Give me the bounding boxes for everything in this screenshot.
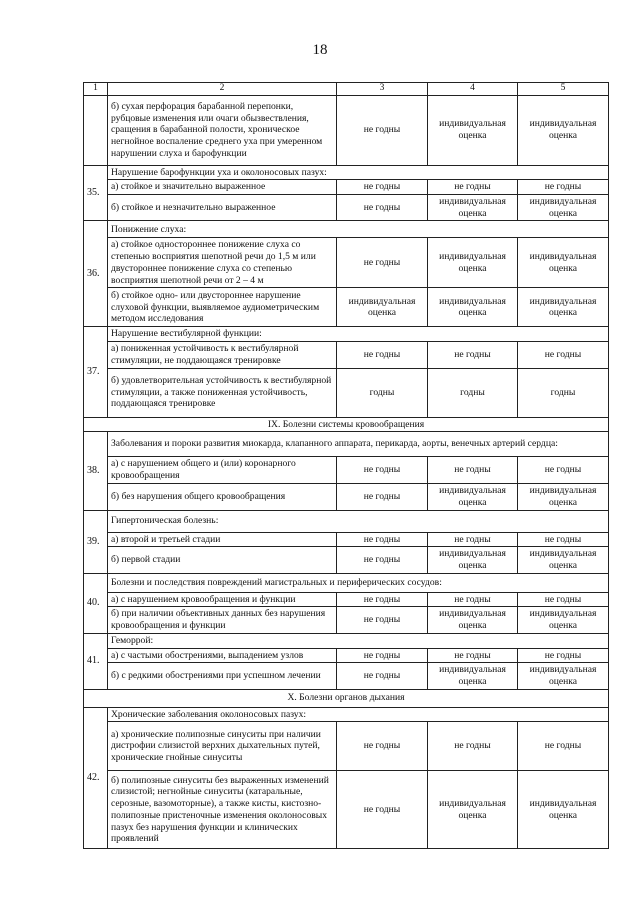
table-row xyxy=(84,547,609,573)
group-title: Заболевания и пороки развития миокарда, клапанного аппарата, перикарда, аорты, венечных артерий сердца: xyxy=(108,432,609,457)
group-title-row xyxy=(84,633,609,648)
verdict-col-3: не годны xyxy=(337,180,428,195)
verdict-col-4: индивидуальная оценка xyxy=(428,95,518,165)
group-title-row xyxy=(84,573,609,592)
verdict-col-5: не годны xyxy=(518,722,609,771)
group-title: Гипертоническая болезнь: xyxy=(108,510,609,532)
item-number: 41. xyxy=(84,633,108,689)
verdict-col-4: годны xyxy=(428,368,518,417)
verdict-col-3: не годны xyxy=(337,95,428,165)
item-number: 35. xyxy=(84,165,108,221)
condition-text: а) пониженная устойчивость к вестибулярной стимуляции, не поддающаяся тренировке xyxy=(108,342,337,368)
condition-text: а) с нарушением общего и (или) коронарного кровообращения xyxy=(108,457,337,483)
header-col-1: 1 xyxy=(84,83,108,96)
header-col-4: 4 xyxy=(428,83,518,96)
verdict-col-3: не годны xyxy=(337,194,428,220)
table-row xyxy=(84,238,609,288)
group-title-row xyxy=(84,707,609,722)
table-row xyxy=(84,663,609,689)
verdict-col-4: не годны xyxy=(428,342,518,368)
condition-text: б) полипозные синуситы без выраженных изменений слизистой; негнойные синуситы (катаральные, серозные, вазомоторные), а также кисты, кистозно-полипозные пристеночные изменения околоносовых пазух без нарушения функции и клинических проявлений xyxy=(108,771,337,849)
table-header-row xyxy=(84,83,609,96)
verdict-col-3: не годны xyxy=(337,457,428,483)
section-heading: IX. Болезни системы кровообращения xyxy=(84,417,609,432)
verdict-col-4: индивидуальная оценка xyxy=(428,483,518,510)
verdict-col-4: индивидуальная оценка xyxy=(428,288,518,327)
header-col-5: 5 xyxy=(518,83,609,96)
condition-text: а) с нарушением кровообращения и функции xyxy=(108,592,337,607)
table-row xyxy=(84,180,609,195)
verdict-col-4: индивидуальная оценка xyxy=(428,194,518,220)
verdict-col-5: не годны xyxy=(518,457,609,483)
verdict-col-3: не годны xyxy=(337,771,428,849)
group-title: Нарушение барофункции уха и околоносовых пазух: xyxy=(108,165,609,180)
group-title-row xyxy=(84,432,609,457)
table-row xyxy=(84,532,609,547)
verdict-col-3: не годны xyxy=(337,547,428,573)
verdict-col-4: индивидуальная оценка xyxy=(428,238,518,288)
verdict-col-3: не годны xyxy=(337,342,428,368)
item-number: 39. xyxy=(84,510,108,573)
group-title: Нарушение вестибулярной функции: xyxy=(108,327,609,342)
verdict-col-3: не годны xyxy=(337,722,428,771)
verdict-col-4: не годны xyxy=(428,180,518,195)
table-row xyxy=(84,722,609,771)
condition-text: а) второй и третьей стадии xyxy=(108,532,337,547)
verdict-col-3: не годны xyxy=(337,483,428,510)
table-row xyxy=(84,592,609,607)
condition-text: б) удовлетворительная устойчивость к вестибулярной стимуляции, а также пониженная устойчивость, поддающаяся тренировке xyxy=(108,368,337,417)
table-row xyxy=(84,95,609,165)
verdict-col-5: индивидуальная оценка xyxy=(518,547,609,573)
item-number xyxy=(84,95,108,165)
verdict-col-3: индивидуальная оценка xyxy=(337,288,428,327)
group-title-row xyxy=(84,327,609,342)
section-heading-row xyxy=(84,417,609,432)
header-col-2: 2 xyxy=(108,83,337,96)
condition-text: а) хронические полипозные синуситы при наличии дистрофии слизистой верхних дыхательных путей, хронические гнойные синуситы xyxy=(108,722,337,771)
group-title: Понижение слуха: xyxy=(108,221,609,238)
item-number: 37. xyxy=(84,327,108,417)
verdict-col-4: не годны xyxy=(428,648,518,663)
verdict-col-5: не годны xyxy=(518,180,609,195)
table-row xyxy=(84,194,609,220)
item-number: 40. xyxy=(84,573,108,633)
verdict-col-5: не годны xyxy=(518,342,609,368)
group-title-row xyxy=(84,165,609,180)
condition-text: б) сухая перфорация барабанной перепонки, рубцовые изменения или очаги обызвествления, сращения в барабанной полости, хроническое негнойное воспаление среднего уха при умеренном нарушении слуха и барофункции xyxy=(108,95,337,165)
verdict-col-4: не годны xyxy=(428,592,518,607)
verdict-col-3: не годны xyxy=(337,607,428,633)
section-heading-row xyxy=(84,689,609,707)
verdict-col-5: индивидуальная оценка xyxy=(518,771,609,849)
verdict-col-4: не годны xyxy=(428,722,518,771)
verdict-col-5: индивидуальная оценка xyxy=(518,288,609,327)
item-number: 42. xyxy=(84,707,108,849)
group-title: Болезни и последствия повреждений магистральных и периферических сосудов: xyxy=(108,573,609,592)
verdict-col-4: индивидуальная оценка xyxy=(428,547,518,573)
table-row xyxy=(84,288,609,327)
verdict-col-3: годны xyxy=(337,368,428,417)
verdict-col-5: индивидуальная оценка xyxy=(518,483,609,510)
table-row xyxy=(84,648,609,663)
group-title: Хронические заболевания околоносовых пазух: xyxy=(108,707,609,722)
verdict-col-5: не годны xyxy=(518,532,609,547)
verdict-col-5: индивидуальная оценка xyxy=(518,238,609,288)
page-number: 18 xyxy=(312,42,328,58)
verdict-col-4: индивидуальная оценка xyxy=(428,771,518,849)
section-heading: X. Болезни органов дыхания xyxy=(84,689,609,707)
verdict-col-3: не годны xyxy=(337,592,428,607)
condition-text: б) с редкими обострениями при успешном лечении xyxy=(108,663,337,689)
verdict-col-4: не годны xyxy=(428,532,518,547)
group-title: Геморрой: xyxy=(108,633,609,648)
verdict-col-4: не годны xyxy=(428,457,518,483)
verdict-col-3: не годны xyxy=(337,648,428,663)
condition-text: б) стойкое одно- или двустороннее нарушение слуховой функции, выявляемое аудиометрическим методом исследования xyxy=(108,288,337,327)
verdict-col-5: индивидуальная оценка xyxy=(518,95,609,165)
verdict-col-4: индивидуальная оценка xyxy=(428,663,518,689)
verdict-col-3: не годны xyxy=(337,238,428,288)
verdict-col-5: не годны xyxy=(518,592,609,607)
condition-text: б) стойкое и незначительно выраженное xyxy=(108,194,337,220)
item-number: 36. xyxy=(84,221,108,327)
verdict-col-5: не годны xyxy=(518,648,609,663)
verdict-col-3: не годны xyxy=(337,663,428,689)
table-row xyxy=(84,771,609,849)
verdict-col-5: индивидуальная оценка xyxy=(518,663,609,689)
condition-text: а) стойкое одностороннее понижение слуха со степенью восприятия шепотной речи до 1,5 м или двустороннее понижение слуха со степенью восприятия шепотной речи от 2 – 4 м xyxy=(108,238,337,288)
verdict-col-5: индивидуальная оценка xyxy=(518,607,609,633)
condition-text: а) стойкое и значительно выраженное xyxy=(108,180,337,195)
header-col-3: 3 xyxy=(337,83,428,96)
group-title-row xyxy=(84,510,609,532)
verdict-col-5: годны xyxy=(518,368,609,417)
verdict-col-3: не годны xyxy=(337,532,428,547)
medical-requirements-table xyxy=(83,82,609,849)
condition-text: б) при наличии объективных данных без нарушения кровообращения и функции xyxy=(108,607,337,633)
condition-text: а) с частыми обострениями, выпадением узлов xyxy=(108,648,337,663)
group-title-row xyxy=(84,221,609,238)
table-row xyxy=(84,368,609,417)
verdict-col-5: индивидуальная оценка xyxy=(518,194,609,220)
table-row xyxy=(84,607,609,633)
condition-text: б) без нарушения общего кровообращения xyxy=(108,483,337,510)
table-row xyxy=(84,342,609,368)
table-row xyxy=(84,483,609,510)
condition-text: б) первой стадии xyxy=(108,547,337,573)
item-number: 38. xyxy=(84,432,108,510)
table-row xyxy=(84,457,609,483)
verdict-col-4: индивидуальная оценка xyxy=(428,607,518,633)
